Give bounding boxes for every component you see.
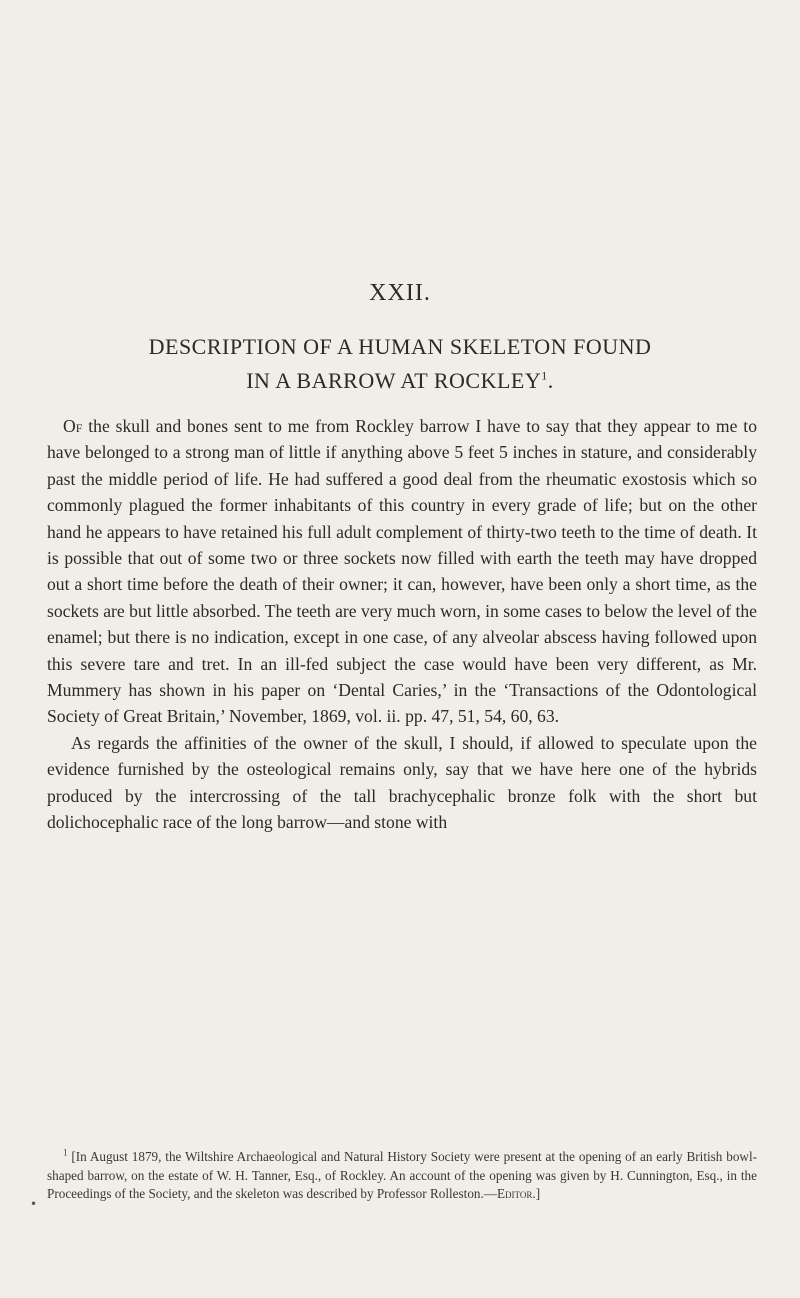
- paragraph-2: As regards the affinities of the owner of the skull, I should, if allowed to speculate upon the evidence furnished by the osteological remains only, say that we have here one of the hybrids produced by the intercrossing of the tall brachycephalic bronze folk with the short but dolichocephalic race of the long barrow—and stone with: [47, 732, 757, 833]
- footnote: [47, 1148, 757, 1204]
- footnote-1: [47, 1148, 757, 1204]
- chapter-number: XXII.: [369, 280, 431, 306]
- paragraph-1-dropword: Of: [63, 416, 83, 436]
- body-text: [47, 413, 757, 836]
- paragraph-1-text: the skull and bones sent to me from Rockley barrow I have to say that they appear to me to have belonged to a strong man of little if anything above 5 feet 5 inches in stature, and considerably past the middle period of life. He had suffered a good deal from the rheumatic exostosis which so commonly plagued the former inhabitants of this country in every grade of life; but on the other hand he appears to have retained his full adult complement of thirty-two teeth to the time of death. It is possible that out of some two or three sockets now filled with earth the teeth may have dropped out a short time before the death of their owner; it can, however, have been only a short time, as the sockets are but little absorbed. The teeth are very much worn, in some cases to below the level of the enamel; but there is no indication, except in one case, of any alveolar abscess having followed upon this severe tare and tret. In an ill-fed subject the case would have been very different, as Mr. Mummery has shown in his paper on ‘Dental Caries,’ in the ‘Transactions of the Odontological Society of Great Britain,’ November, 1869, vol. ii. pp. 47, 51, 54, 60, 63.: [47, 416, 757, 727]
- footnote-editor: Editor: [497, 1186, 533, 1202]
- footnote-end: .]: [532, 1186, 541, 1202]
- footnote-number: 1: [63, 1147, 68, 1158]
- title-line-2-text: IN A BARROW AT ROCKLEY: [246, 368, 542, 393]
- paragraph-1: [47, 413, 757, 730]
- footnote-text: [In August 1879, the Wiltshire Archaeological and Natural History Society were present at the opening of an early British bowl-shaped barrow, on the estate of W. H. Tanner, Esq., of Rockley. An account of the opening was given by H. Cunnington, Esq., in the Proceedings of the Society, and the skeleton was described by Professor Rolleston.—: [47, 1149, 757, 1202]
- chapter-title: [40, 330, 760, 398]
- title-line-2: IN A BARROW AT ROCKLEY$^1$.: [246, 368, 554, 393]
- title-line-1: DESCRIPTION OF A HUMAN SKELETON FOUND: [148, 334, 652, 359]
- margin-mark: •: [30, 1197, 38, 1211]
- title-footnote-ref: 1: [541, 368, 548, 383]
